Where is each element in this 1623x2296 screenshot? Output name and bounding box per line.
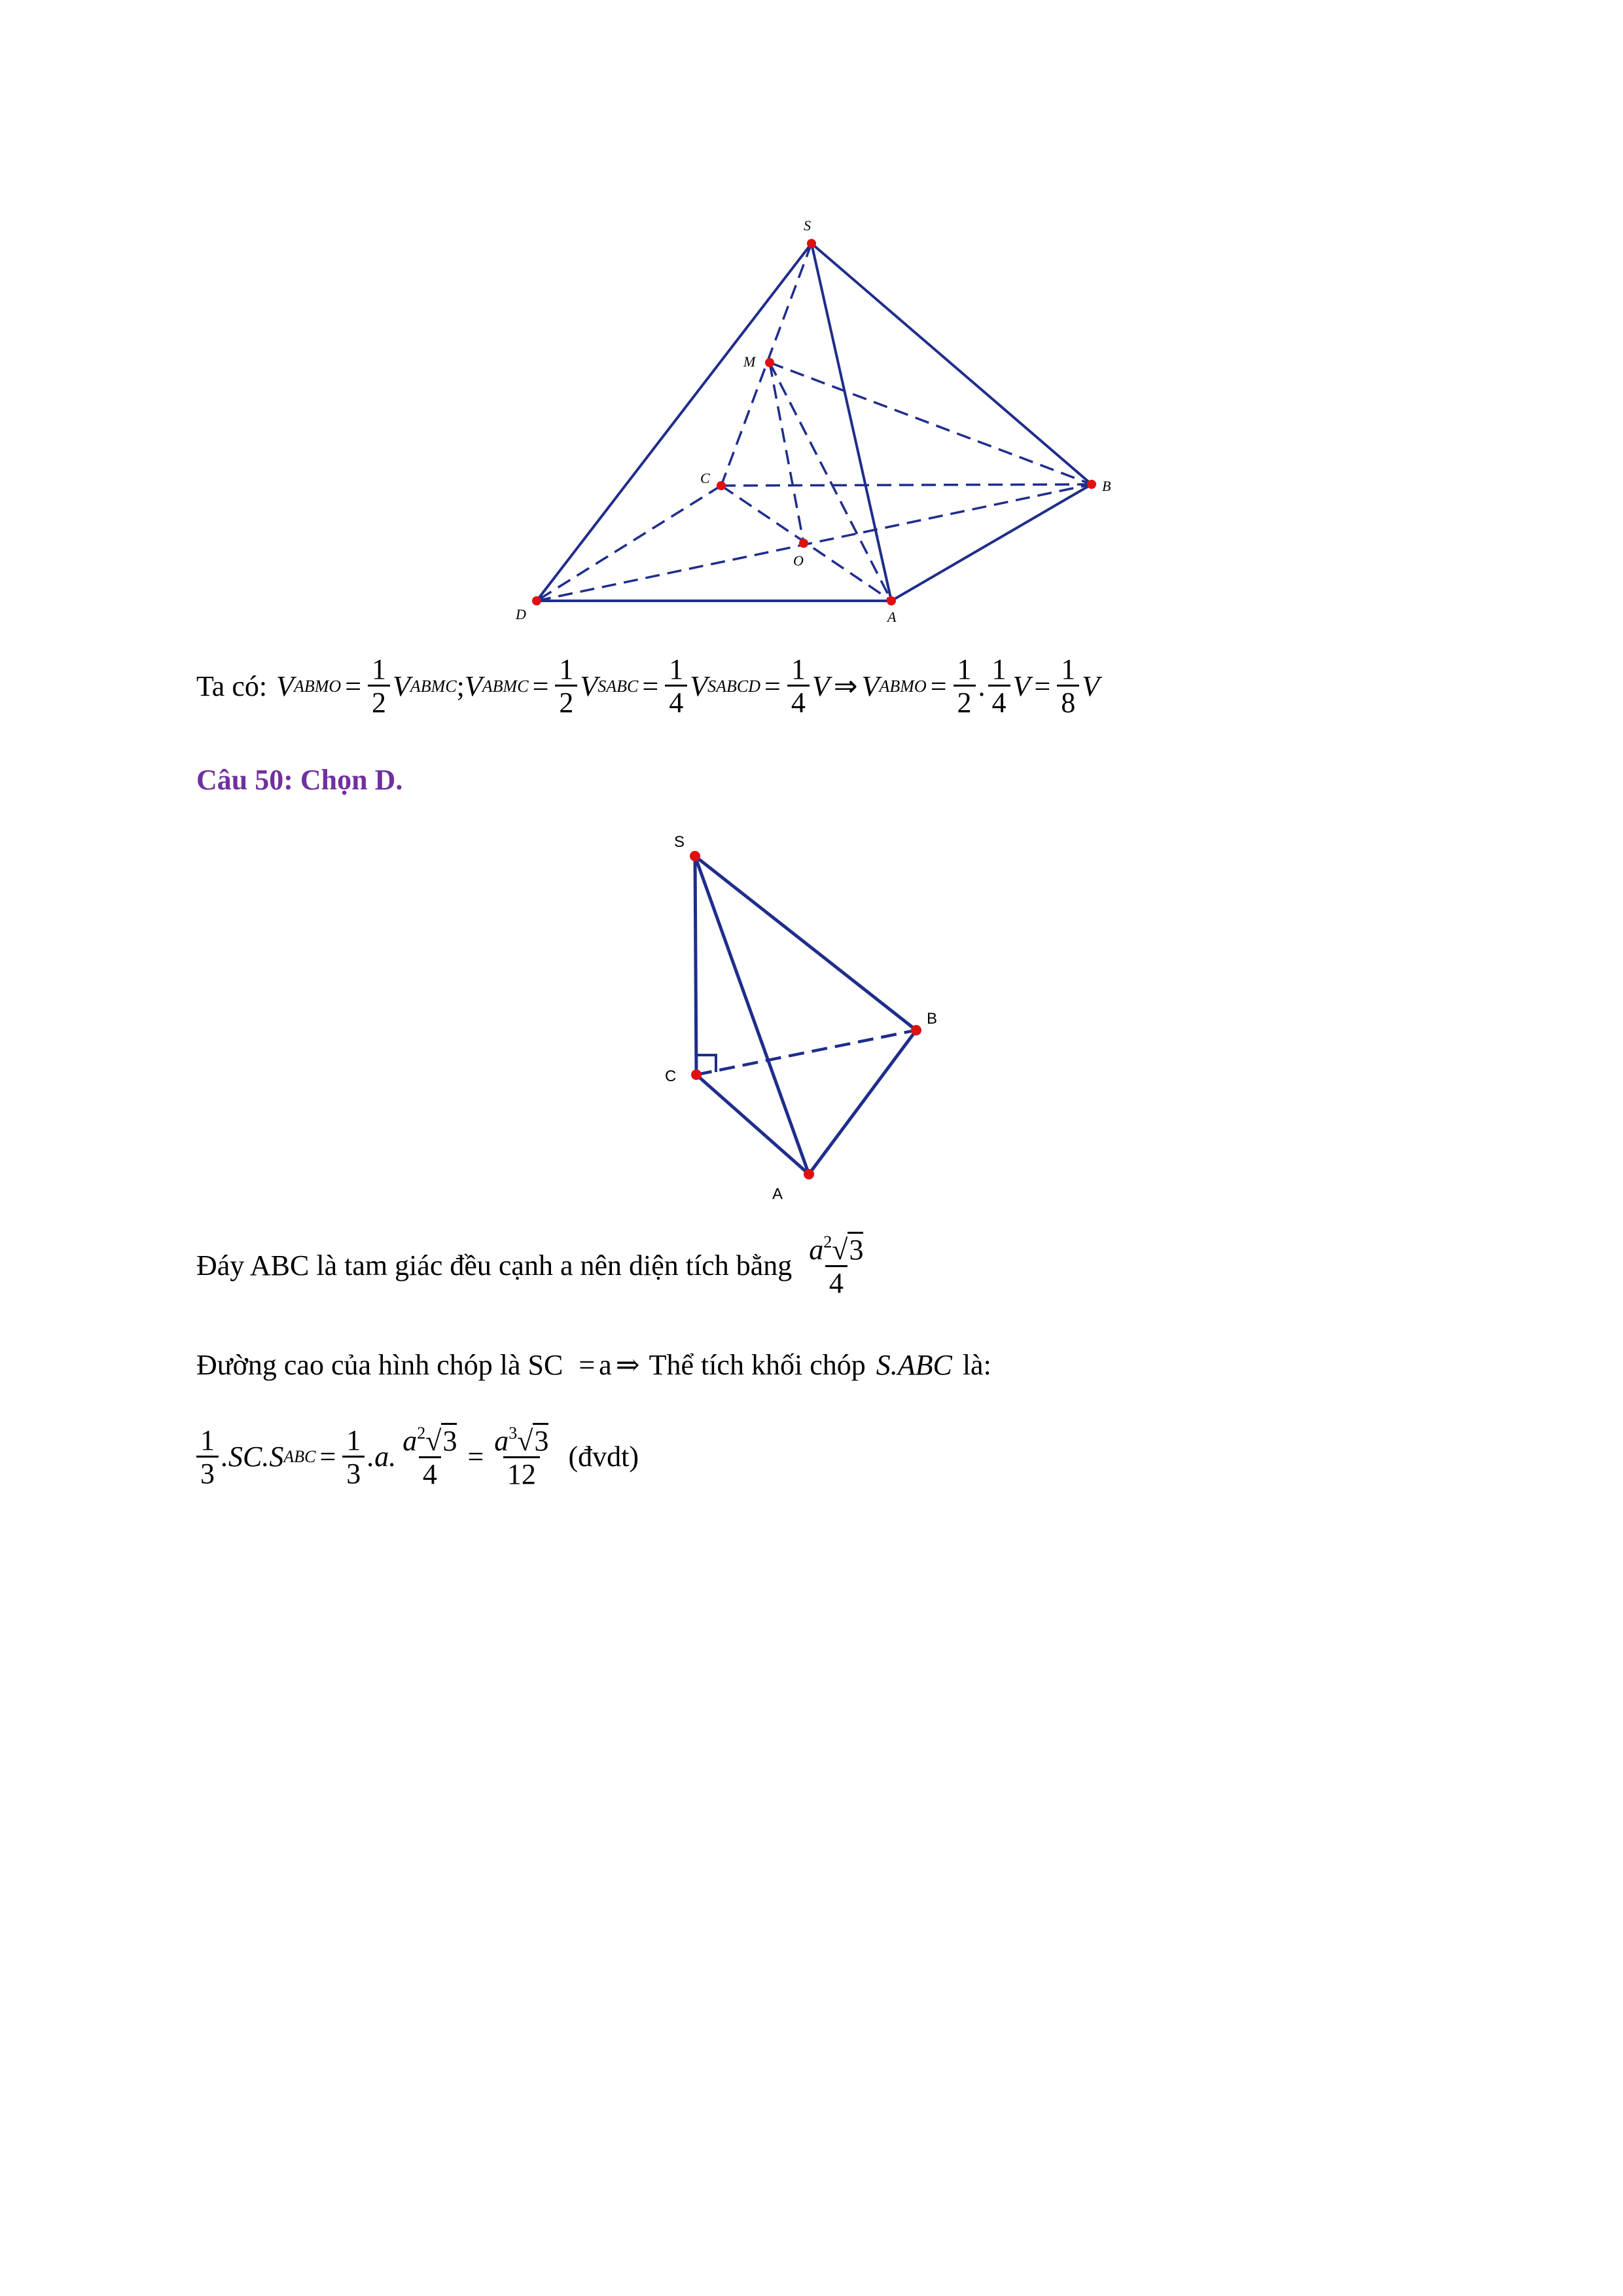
implies-arrow: ⇒ [615,1349,640,1381]
label-a: A [772,1185,783,1203]
tetrahedron-figure [641,825,955,1204]
pyramid-figure [510,209,1139,641]
var-a: a [599,1349,612,1381]
exp-2: 2 [823,1232,832,1251]
v-sub-sabcd: SABCD [707,676,760,696]
frac-den: 4 [988,685,1010,718]
frac-num: 1 [200,1424,215,1456]
edge-sa [812,243,891,601]
sub-abc: ABC [283,1447,316,1467]
label-m: M [743,353,756,370]
frac-den: 2 [555,685,577,718]
label-s: S [674,833,685,851]
la-text: là: [962,1349,991,1381]
edge-sc [695,856,696,1075]
frac-num: 1 [372,653,387,685]
label-b: B [1102,478,1111,494]
frac-den: 3 [196,1456,219,1489]
var-a: a [494,1425,509,1457]
implies-arrow: ⇒ [833,670,858,702]
point-b [911,1025,921,1035]
base-area-line [196,1233,870,1299]
v-sub-abmc: ABMC [482,676,529,696]
frac-1-8 [1057,655,1079,718]
label-c: C [700,470,710,486]
edge-ma [770,363,891,601]
label-d: D [516,606,526,622]
point-c [691,1069,702,1080]
frac-den: 8 [1057,685,1079,718]
frac-den: 12 [503,1456,540,1490]
edge-ab [891,484,1092,601]
exp-3: 3 [508,1424,518,1443]
edge-mb [770,363,1092,484]
unit-label: (đvdt) [568,1441,639,1473]
frac-den: 3 [342,1456,365,1489]
frac-num: 1 [559,653,574,685]
edge-sd [537,243,812,601]
point-c [717,481,726,490]
eq-sign: = [532,670,549,702]
radicand: 3 [847,1232,863,1266]
frac-1-2 [555,655,577,718]
right-angle-mark [696,1055,716,1072]
frac-num [805,1233,867,1265]
dot-a-term: .a. [367,1441,397,1473]
semicolon: ; [456,670,465,702]
point-m [765,358,774,367]
edge-cb [721,484,1092,486]
eq-sign: = [764,670,781,702]
volume-text: Thể tích khối chóp [649,1349,866,1381]
point-b [1087,480,1096,489]
eq-sign: = [579,1349,596,1381]
height-line [196,1351,991,1380]
label-o: O [793,552,804,569]
sqrt-sign: √ [517,1425,533,1457]
label-c: C [665,1067,677,1085]
radicand: 3 [533,1423,548,1457]
frac-1-2 [368,655,390,718]
sc-s-term: .SC.S [221,1441,284,1473]
point-d [532,596,541,605]
exp-2: 2 [417,1424,426,1443]
frac-num: 1 [346,1424,361,1456]
frac-den: 4 [665,685,687,718]
frac-1-4 [665,655,687,718]
edge-sa [695,856,809,1174]
frac-num [399,1424,461,1456]
frac-num: 1 [1061,653,1076,685]
var-a: a [809,1234,824,1266]
base-area-text: Đáy ABC là tam giác đều cạnh a nên diện tích bằng [196,1249,793,1282]
edge-mo [770,363,804,543]
point-a [887,596,896,605]
frac-num [490,1424,552,1456]
v-symbol: V [690,670,708,702]
frac-num: 1 [669,653,684,685]
point-s [807,239,816,248]
dot: . [978,670,986,702]
point-a [804,1169,814,1179]
v-symbol: V [393,670,410,702]
v-sub-abmo: ABMO [293,676,342,696]
frac-den: 4 [419,1456,441,1490]
edge-sb [695,856,916,1030]
label-s: S [804,217,811,234]
point-s [690,851,700,861]
frac-1-3 [196,1426,219,1489]
frac-den: 2 [368,685,390,718]
v-sub-abmo: ABMO [879,676,927,696]
edge-cb [696,1030,916,1075]
point-o [799,539,808,548]
v-symbol: V [580,670,598,702]
frac-num: 1 [991,653,1007,685]
var-a: a [402,1425,418,1457]
edge-db [537,484,1092,601]
frac-num: 1 [957,653,972,685]
v-symbol: V [1082,670,1100,702]
sqrt-sign: √ [832,1234,848,1266]
frac-1-2 [954,655,976,718]
ta-co-label: Ta có: [196,670,268,702]
edge-cd [537,486,721,601]
frac-1-3 [342,1426,365,1489]
height-text: Đường cao của hình chóp là SC [196,1349,563,1381]
radicand: 3 [441,1423,457,1457]
frac-den: 4 [787,685,810,718]
sqrt-sign: √ [425,1425,442,1457]
frac-1-4 [988,655,1010,718]
edge-ab [809,1030,916,1174]
question-heading: Câu 50: Chọn D. [196,764,403,796]
frac-a2-sqrt3-over-4 [399,1424,461,1490]
frac-den: 2 [954,685,976,718]
base-area-fraction [805,1233,867,1299]
eq-sign: = [319,1441,336,1473]
eq-sign: = [467,1441,484,1473]
pyramid-name: S.ABC [876,1349,952,1381]
v-symbol: V [276,670,294,702]
v-symbol: V [464,670,482,702]
frac-num: 1 [791,653,806,685]
frac-a3-sqrt3-over-12 [490,1424,552,1490]
v-sub-abmc: ABMC [410,676,457,696]
v-symbol: V [812,670,830,702]
label-b: B [927,1010,938,1028]
label-a: A [887,609,897,625]
frac-den: 4 [825,1265,847,1299]
v-symbol: V [861,670,880,702]
v-sub-sabc: SABC [597,676,639,696]
edge-sb [812,243,1092,484]
eq-sign: = [345,670,362,702]
v-symbol: V [1012,670,1031,702]
frac-1-4 [787,655,810,718]
eq-sign: = [642,670,659,702]
eq-sign: = [1034,670,1051,702]
volume-relation-line [196,655,1099,718]
eq-sign: = [930,670,947,702]
volume-formula [196,1424,639,1490]
